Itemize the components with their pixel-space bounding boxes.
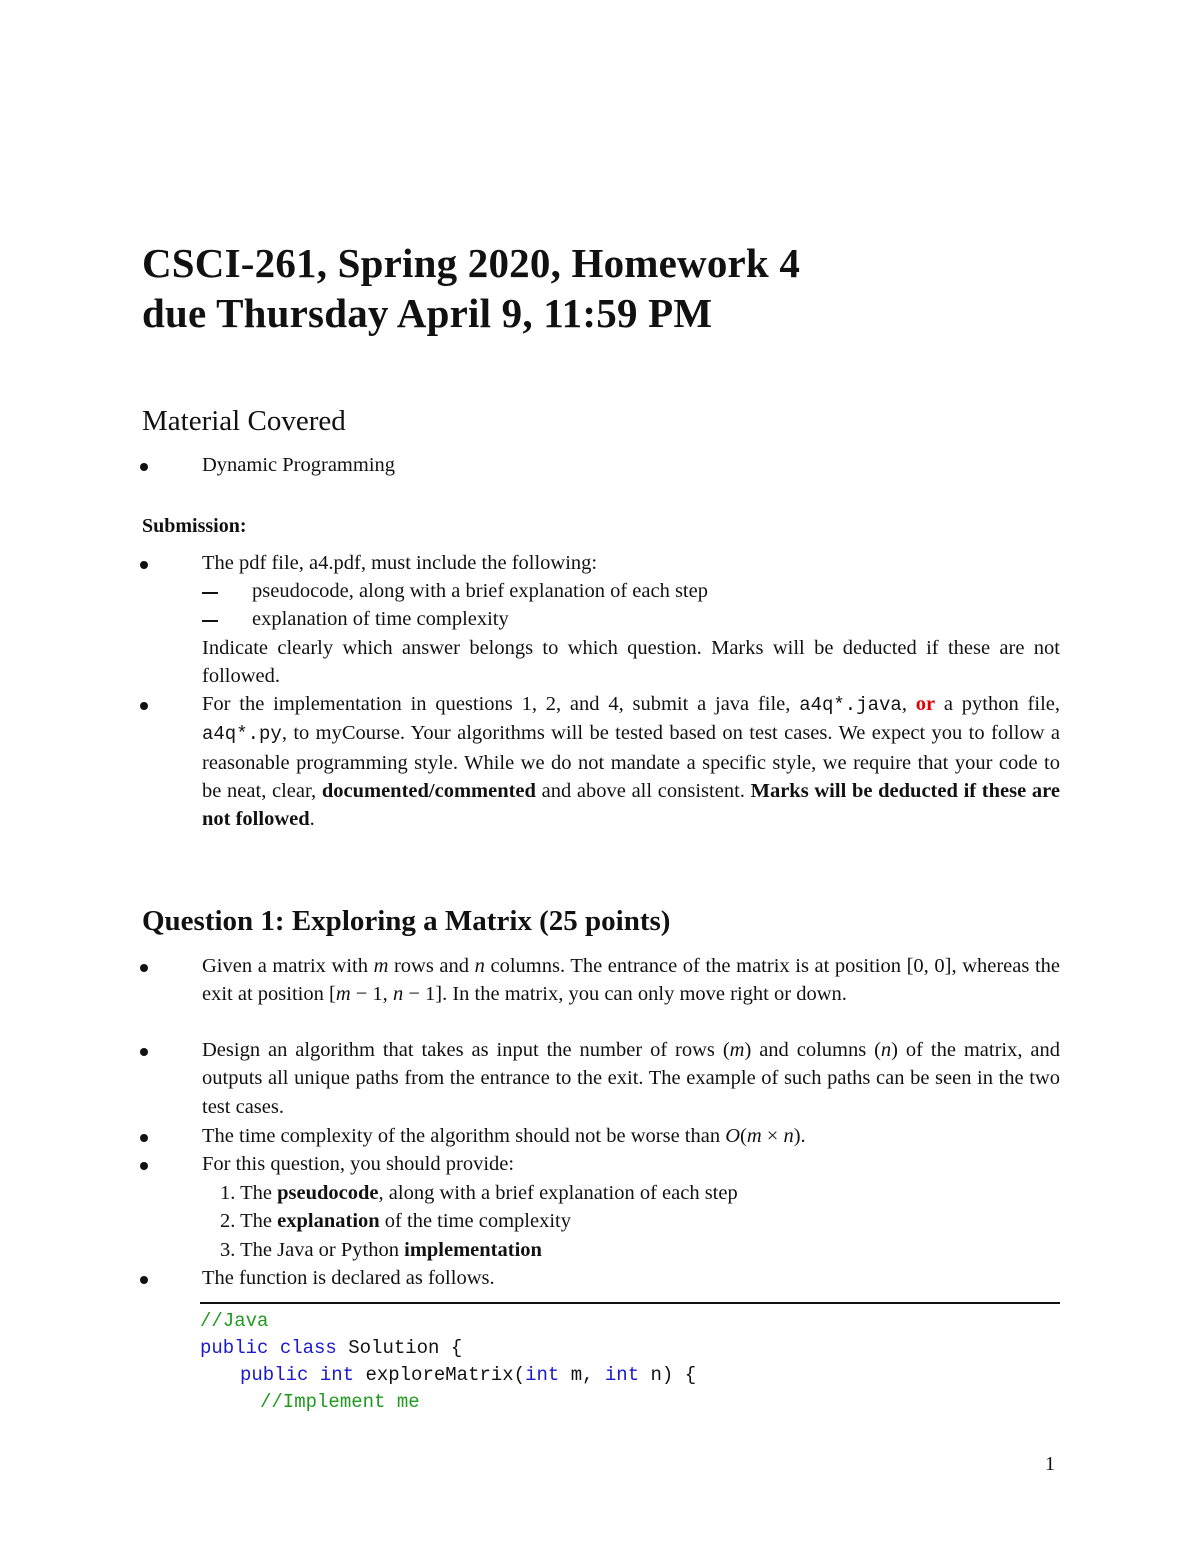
question1-heading: Question 1: Exploring a Matrix (25 points) <box>142 905 671 937</box>
q1-bullet-4: For this question, you should provide: <box>202 1153 515 1175</box>
submission-note: Indicate clearly which answer belongs to which question. Marks will be deducted if these are not followed. <box>202 637 1060 688</box>
material-item: Dynamic Programming <box>202 454 396 476</box>
dash-icon <box>202 620 218 622</box>
submission-bullet2: For the implementation in questions 1, 2, and 4, submit a java file, a4q*.java, or a python file, a4q*.py, to myCourse. Your algorithms will be tested based on test cases. We expect you to follow a reasonable programming style. While we do not mandate a specific style, we require that your code to be neat, clear, documented/commented and above all consistent. Marks will be deducted if these are not followed. <box>202 693 1060 831</box>
page-number: 1 <box>1045 1453 1055 1475</box>
bullet-icon <box>140 1276 148 1284</box>
python-filename: a4q*.py <box>202 723 282 746</box>
material-heading: Material Covered <box>142 405 346 437</box>
submission-subitem-1: pseudocode, along with a brief explanation of each step <box>252 580 708 602</box>
code-block <box>200 1308 696 1416</box>
list-item: 1. The pseudocode, along with a brief explanation of each step <box>220 1182 738 1204</box>
q1-bullet-5: The function is declared as follows. <box>202 1267 495 1289</box>
title-line-1: CSCI-261, Spring 2020, Homework 4 <box>142 240 801 286</box>
bullet-icon <box>140 561 148 569</box>
bullet-icon <box>140 1048 148 1056</box>
title-line-2: due Thursday April 9, 11:59 PM <box>142 290 713 336</box>
bullet-icon <box>140 1134 148 1142</box>
q1-numbered-list <box>220 1179 738 1264</box>
page-title <box>142 238 800 338</box>
code-comment: //Java <box>200 1310 269 1332</box>
bullet-icon <box>140 702 148 710</box>
bullet-icon <box>140 463 148 471</box>
code-divider <box>200 1302 1060 1304</box>
submission-bullet1-intro: The pdf file, a4.pdf, must include the following: <box>202 552 598 574</box>
q1-bullet-3: The time complexity of the algorithm should not be worse than O(m × n). <box>202 1125 806 1147</box>
q1-bullet-2: Design an algorithm that takes as input the number of rows (m) and columns (n) of the matrix, and outputs all unique paths from the entrance to the exit. The example of such paths can be seen in the two test cases. <box>202 1039 1060 1118</box>
code-line: public int exploreMatrix(int m, int n) { <box>240 1364 697 1386</box>
list-item: 3. The Java or Python implementation <box>220 1238 542 1261</box>
submission-subitem-2: explanation of time complexity <box>252 608 509 630</box>
dash-icon <box>202 592 218 594</box>
java-filename: a4q*.java <box>799 694 902 716</box>
or-emphasis: or <box>915 693 936 715</box>
list-item: 2. The explanation of the time complexity <box>220 1210 571 1233</box>
q1-bullet-1: Given a matrix with m rows and n columns. The entrance of the matrix is at position [0, 0], whereas the exit at position [m − 1, n − 1]. In the matrix, you can only move right or down. <box>202 955 1060 1006</box>
bullet-icon <box>140 1162 148 1170</box>
code-comment: //Implement me <box>260 1391 420 1413</box>
code-line: public class Solution { <box>200 1337 463 1359</box>
bullet-icon <box>140 964 148 972</box>
submission-heading: Submission: <box>142 515 247 537</box>
